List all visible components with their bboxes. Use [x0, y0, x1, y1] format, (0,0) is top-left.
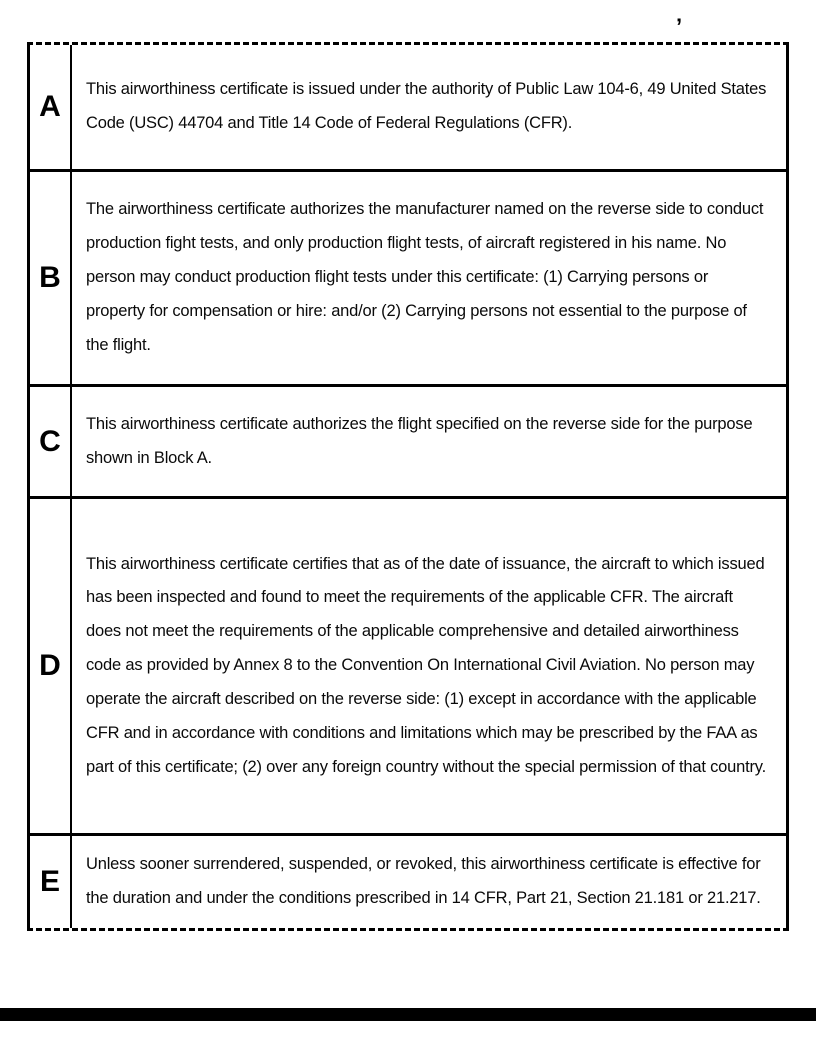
certificate-table: [27, 42, 789, 931]
table-row: [30, 499, 786, 836]
row-text: This airworthiness certificate is issued under the authority of Public Law 104-6, 49 United States Code (USC) 44704 and Title 14 Code of Federal Regulations (CFR).: [86, 80, 767, 132]
row-text: This airworthiness certificate certifies that as of the date of issuance, the aircraft to which issued has been inspected and found to meet the requirements of the applicable CFR. The aircraft does not meet the requirements of the applicable comprehensive and detailed airworthiness code as provided by Annex 8 to the Convention On International Civil Aviation. No person may operate the aircraft described on the reverse side: (1) except in accordance with the applicable CFR and in accordance with conditions and limitations which may be prescribed by the FAA as part of this certificate; (2) over any foreign country without the special permission of that country.: [86, 554, 766, 776]
table-row: [30, 387, 786, 499]
row-text: The airworthiness certificate authorizes the manufacturer named on the reverse side to conduct production fight tests, and only production flight tests, of aircraft registered in his name. No person may conduct production flight tests under this certificate: (1) Carrying persons or property for compensation or hire: and/or (2) Carrying persons not essential to the purpose of the flight.: [86, 200, 764, 354]
row-letter: A: [30, 45, 72, 169]
row-text: Unless sooner surrendered, suspended, or revoked, this airworthiness certificate is effective for the duration and under the conditions prescribed in 14 CFR, Part 21, Section 21.181 or 21.217.: [86, 855, 761, 907]
row-letter: E: [30, 836, 72, 928]
table-row: [30, 172, 786, 387]
table-row: [30, 836, 786, 928]
table-row: [30, 45, 786, 172]
scan-artifact-mark: ’: [676, 14, 683, 39]
row-letter: C: [30, 387, 72, 496]
row-text: This airworthiness certificate authorizes the flight specified on the reverse side for the purpose shown in Block A.: [86, 414, 753, 467]
bottom-rule: [0, 1008, 816, 1021]
row-letter: B: [30, 172, 72, 384]
row-letter: D: [30, 499, 72, 833]
